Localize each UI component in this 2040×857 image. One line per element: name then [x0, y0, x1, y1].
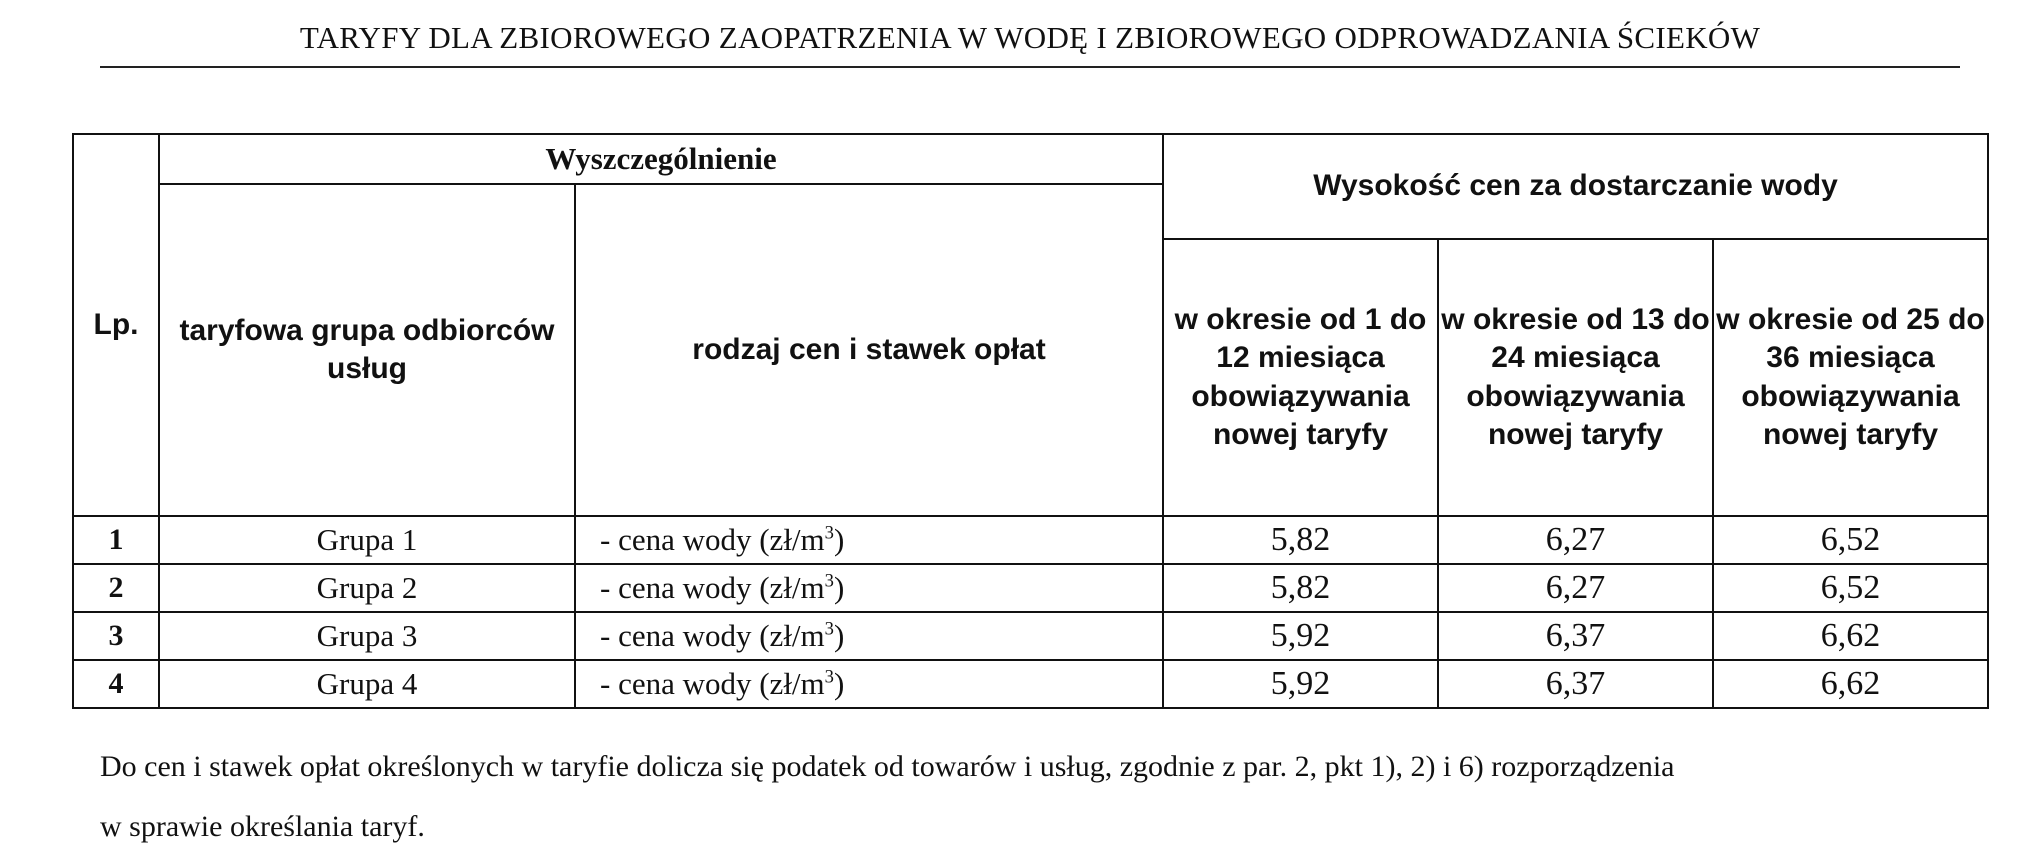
- header-period-3: w okresie od 25 do 36 miesiąca obowiązywania nowej taryfy: [1713, 239, 1988, 516]
- row-price-kind-text: - cena wody (zł/m: [600, 522, 825, 557]
- row-price-period-2: 6,37: [1438, 612, 1713, 660]
- table-row: [73, 516, 1988, 564]
- unit-superscript: 3: [824, 618, 834, 640]
- tariff-table: [72, 133, 1989, 709]
- row-price-kind-close: ): [833, 522, 845, 557]
- row-lp: 4: [73, 660, 159, 708]
- document-title: TARYFY DLA ZBIOROWEGO ZAOPATRZENIA W WODĘ I ZBIOROWEGO ODPROWADZANIA ŚCIEKÓW: [299, 20, 1761, 55]
- tax-note: [100, 737, 1980, 857]
- row-group: Grupa 2: [159, 564, 575, 612]
- tax-note-line-1: Do cen i stawek opłat określonych w taryfie dolicza się podatek od towarów i usług, zgodnie z par. 2, pkt 1), 2) i 6) rozporządzenia: [100, 750, 1675, 783]
- row-price-period-1: 5,92: [1163, 660, 1438, 708]
- table-row: [73, 660, 1988, 708]
- header-price-level: Wysokość cen za dostarczanie wody: [1163, 134, 1988, 239]
- row-price-period-3: 6,62: [1713, 612, 1988, 660]
- row-price-kind-text: - cena wody (zł/m: [600, 666, 825, 701]
- row-price-kind-close: ): [833, 618, 845, 653]
- row-price-period-3: 6,52: [1713, 564, 1988, 612]
- row-price-period-1: 5,92: [1163, 612, 1438, 660]
- row-lp: 1: [73, 516, 159, 564]
- unit-superscript: 3: [824, 666, 834, 688]
- row-price-kind-close: ): [833, 570, 845, 605]
- row-price-period-1: 5,82: [1163, 516, 1438, 564]
- row-price-period-2: 6,27: [1438, 516, 1713, 564]
- row-group: Grupa 1: [159, 516, 575, 564]
- row-price-period-3: 6,62: [1713, 660, 1988, 708]
- unit-superscript: 3: [824, 522, 834, 544]
- title-underline: [100, 66, 1960, 68]
- row-lp: 3: [73, 612, 159, 660]
- header-specification: Wyszczególnienie: [159, 134, 1163, 184]
- tax-note-line-2: w sprawie określania taryf.: [100, 810, 425, 843]
- row-group: Grupa 4: [159, 660, 575, 708]
- row-price-period-1: 5,82: [1163, 564, 1438, 612]
- row-price-kind: [575, 564, 1163, 612]
- table-row: [73, 564, 1988, 612]
- unit-superscript: 3: [824, 570, 834, 592]
- header-period-2: w okresie od 13 do 24 miesiąca obowiązywania nowej taryfy: [1438, 239, 1713, 516]
- header-price-kind: rodzaj cen i stawek opłat: [575, 184, 1163, 516]
- table-row: [73, 612, 1988, 660]
- row-price-kind-close: ): [833, 666, 845, 701]
- header-period-1: w okresie od 1 do 12 miesiąca obowiązywania nowej taryfy: [1163, 239, 1438, 516]
- row-lp: 2: [73, 564, 159, 612]
- row-group: Grupa 3: [159, 612, 575, 660]
- row-price-period-3: 6,52: [1713, 516, 1988, 564]
- row-price-kind-text: - cena wody (zł/m: [600, 618, 825, 653]
- header-customer-group: taryfowa grupa odbiorców usług: [159, 184, 575, 516]
- row-price-period-2: 6,37: [1438, 660, 1713, 708]
- row-price-kind: [575, 660, 1163, 708]
- header-lp: Lp.: [73, 134, 159, 516]
- row-price-kind: [575, 516, 1163, 564]
- row-price-kind-text: - cena wody (zł/m: [600, 570, 825, 605]
- row-price-period-2: 6,27: [1438, 564, 1713, 612]
- row-price-kind: [575, 612, 1163, 660]
